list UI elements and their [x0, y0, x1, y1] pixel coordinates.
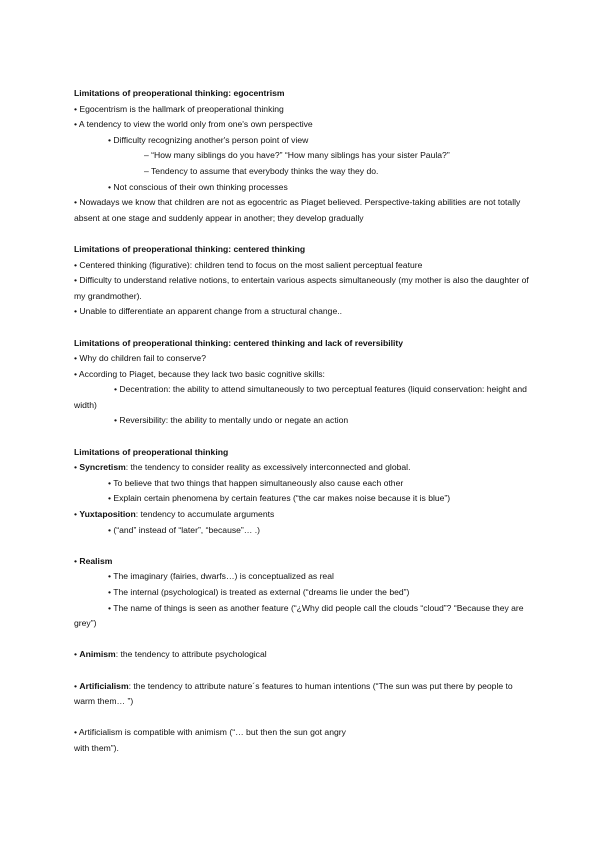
text-line: • A tendency to view the world only from one's own perspective: [74, 119, 313, 130]
realism-line: [74, 554, 534, 570]
text-line: • Not conscious of their own thinking processes: [108, 181, 288, 192]
text-line: • Unable to differentiate an apparent change from a structural change..: [74, 306, 342, 317]
text-line: • (“and” instead of “later”, “because”… .): [108, 524, 261, 535]
animism-term: Animism: [79, 649, 116, 660]
text-paragraph: • Difficulty to understand relative notions, to entertain various aspects simultaneously (my mother is also the daughter of my grandmother).: [74, 275, 529, 301]
artificialism-paragraph: [74, 679, 534, 710]
text-line: • Explain certain phenomena by certain features (“the car makes noise because it is blue”): [108, 493, 451, 504]
text-line: • Difficulty recognizing another's person point of view: [108, 134, 309, 145]
text-line: • To believe that two things that happen simultaneously also cause each other: [108, 477, 404, 488]
text-line: • Egocentrism is the hallmark of preoperational thinking: [74, 103, 284, 114]
bullet: •: [74, 555, 78, 566]
heading-egocentrism: Limitations of preoperational thinking: egocentrism: [74, 88, 285, 98]
yuxtaposition-definition: : tendency to accumulate arguments: [135, 509, 275, 520]
text-line: • Reversibility: the ability to mentally undo or negate an action: [114, 415, 349, 426]
heading-limitations: Limitations of preoperational thinking: [74, 446, 229, 457]
text-line: • Centered thinking (figurative): children tend to focus on the most salient perceptual feature: [74, 259, 423, 270]
spacer: [74, 538, 534, 554]
text-line: • Why do children fail to conserve?: [74, 353, 206, 364]
text-paragraph: • Nowadays we know that children are not as egocentric as Piaget believed. Perspective-taking abilities are not totally absent at one stage and suddenly appear in another; they develop gradually: [74, 197, 521, 223]
spacer: [74, 226, 534, 242]
animism-definition: : the tendency to attribute psychological: [115, 649, 267, 660]
text-line: with them”).: [74, 742, 119, 753]
spacer: [74, 663, 534, 679]
spacer: [74, 320, 534, 336]
spacer: [74, 429, 534, 445]
text-line: • The internal (psychological) is treated as external (“dreams lie under the bed”): [108, 587, 410, 597]
spacer: [74, 632, 534, 648]
text-paragraph: • Decentration: the ability to attend simultaneously to two perceptual features (liquid conservation: height and width): [74, 384, 527, 410]
document-page: [74, 86, 534, 757]
text-paragraph: • The name of things is seen as another feature (“¿Why did people call the clouds “cloud”? “Because they are grey”): [74, 602, 524, 629]
syncretism-definition: : the tendency to consider reality as excessively interconnected and global.: [125, 462, 411, 473]
yuxtaposition-term: Yuxtaposition: [79, 509, 136, 520]
text-line: – Tendency to assume that everybody thinks the way they do.: [144, 165, 379, 176]
artificialism-term: Artificialism: [79, 680, 129, 691]
yuxtaposition-line: [74, 507, 534, 523]
realism-term: Realism: [79, 555, 113, 566]
syncretism-term: Syncretism: [79, 462, 126, 473]
bullet: •: [74, 680, 78, 691]
text-line: • The imaginary (fairies, dwarfs…) is conceptualized as real: [108, 571, 334, 582]
text-line: – “How many siblings do you have?” “How many siblings has your sister Paula?”: [144, 150, 450, 161]
bullet: •: [74, 649, 78, 660]
text-line: • According to Piaget, because they lack two basic cognitive skills:: [74, 368, 325, 379]
text-line: • Artificialism is compatible with animism (“… but then the sun got angry: [74, 727, 346, 738]
artificialism-definition: : the tendency to attribute nature´s features to human intentions (“The sun was put there by people to warm them… ”): [74, 680, 513, 707]
heading-reversibility: Limitations of preoperational thinking: centered thinking and lack of reversibility: [74, 337, 404, 348]
spacer: [74, 710, 534, 726]
bullet: •: [74, 509, 78, 520]
bullet: •: [74, 462, 78, 473]
animism-line: [74, 647, 534, 663]
syncretism-line: [74, 460, 534, 476]
heading-centered-thinking: Limitations of preoperational thinking: centered thinking: [74, 243, 306, 254]
